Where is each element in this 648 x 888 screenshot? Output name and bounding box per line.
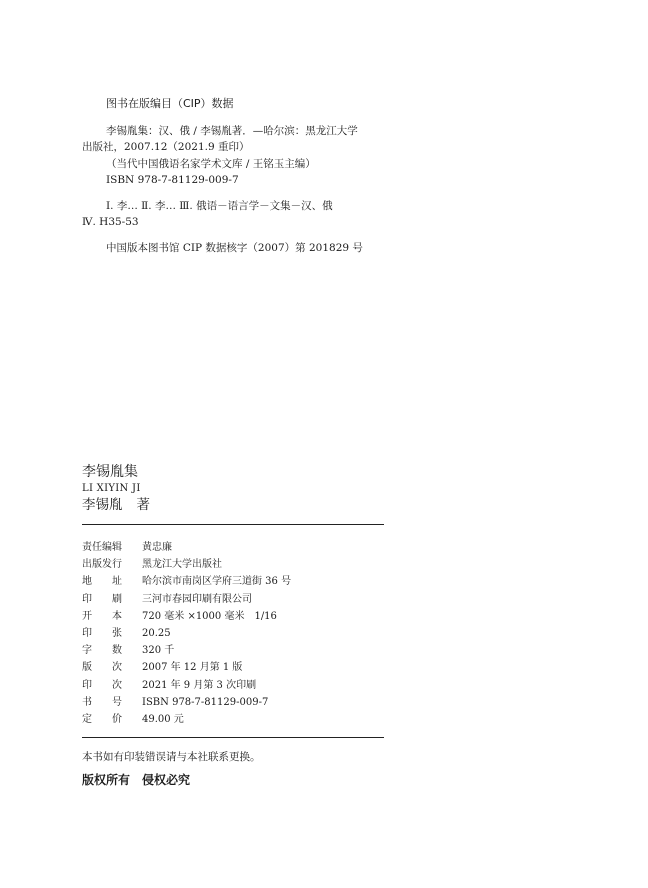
book-heading <box>82 463 384 514</box>
info-value: 49.00 元 <box>142 713 184 725</box>
info-value: 黑龙江大学出版社 <box>142 559 222 571</box>
cip-classification-line-2: Ⅳ. H35-53 <box>82 216 139 228</box>
book-author-line <box>82 496 384 514</box>
cip-classification <box>82 198 387 231</box>
info-row <box>82 642 384 659</box>
info-label: 开 本 <box>82 610 122 622</box>
info-label: 印 张 <box>82 627 122 639</box>
info-value: 哈尔滨市南岗区学府三道街 36 号 <box>142 576 292 588</box>
info-label: 印 刷 <box>82 593 122 605</box>
cip-record-line-2: 出版社，2007.12（2021.9 重印） <box>82 141 250 153</box>
info-label: 定 价 <box>82 713 122 725</box>
cip-cataloging-number: 中国版本图书馆 CIP 数据核字（2007）第 201829 号 <box>106 241 363 254</box>
info-row <box>82 625 384 642</box>
info-row <box>82 711 384 728</box>
info-row <box>82 694 384 711</box>
info-label: 出版发行 <box>82 559 122 571</box>
info-value: 2021 年 9 月第 3 次印刷 <box>142 679 257 691</box>
cip-cataloging <box>82 240 387 257</box>
cip-series: （当代中国俄语名家学术文库 / 王铭玉主编） <box>106 157 316 170</box>
info-row <box>82 591 384 608</box>
book-pinyin: LI XIYIN JI <box>82 483 141 494</box>
info-row <box>82 556 384 573</box>
book-author: 李锡胤 <box>82 497 123 513</box>
info-row <box>82 539 384 556</box>
cip-record <box>82 123 387 189</box>
info-value: 2007 年 12 月第 1 版 <box>142 662 243 674</box>
cip-classification-line-1: Ⅰ. 李… Ⅱ. 李… Ⅲ. 俄语－语言学－文集－汉、俄 <box>106 199 333 212</box>
divider-bottom <box>82 737 384 738</box>
info-label: 书 号 <box>82 696 122 708</box>
cip-record-line-1: 李锡胤集：汉、俄 / 李锡胤著．—哈尔滨：黑龙江大学 <box>106 124 358 137</box>
info-row <box>82 659 384 676</box>
info-label: 字 数 <box>82 645 122 657</box>
printing-notice: 本书如有印装错误请与本社联系更换。 <box>82 751 261 763</box>
cip-block <box>82 96 387 265</box>
info-value: 720 毫米 ×1000 毫米 1/16 <box>142 610 277 622</box>
cip-heading: 图书在版编目（CIP）数据 <box>106 97 234 110</box>
cip-isbn: ISBN 978-7-81129-009-7 <box>106 174 239 186</box>
divider-top <box>82 524 384 525</box>
info-row <box>82 573 384 590</box>
book-author-role: 著 <box>136 497 150 513</box>
info-label: 版 次 <box>82 662 122 674</box>
info-value: 黄忠廉 <box>142 542 172 553</box>
info-value: 320 千 <box>142 645 175 657</box>
book-title: 李锡胤集 <box>82 464 138 480</box>
info-row <box>82 608 384 625</box>
info-label: 责任编辑 <box>82 542 122 553</box>
info-row <box>82 677 384 694</box>
info-label: 地 址 <box>82 576 122 588</box>
rights-statement: 版权所有 侵权必究 <box>82 773 191 787</box>
info-value: 20.25 <box>142 627 171 639</box>
info-value: 三河市春园印刷有限公司 <box>142 593 252 605</box>
info-label: 印 次 <box>82 679 122 691</box>
info-value: ISBN 978-7-81129-009-7 <box>142 696 269 708</box>
publication-info <box>82 539 384 728</box>
